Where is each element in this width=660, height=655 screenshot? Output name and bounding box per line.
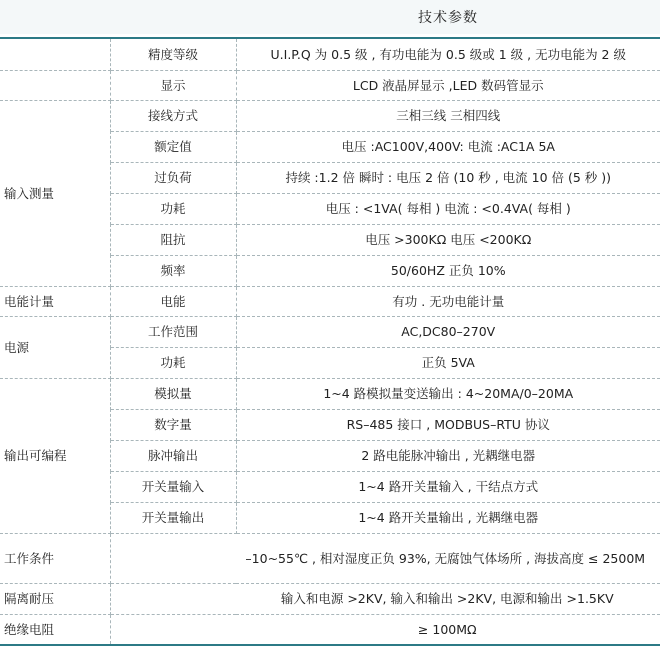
table-row	[0, 614, 660, 645]
table-row	[0, 286, 660, 316]
value-cell: RS–485 接口 , MODBUS–RTU 协议	[236, 409, 660, 440]
table-row	[0, 583, 660, 614]
item-cell: 模拟量	[110, 378, 236, 409]
value-cell: 1~4 路开关量输入 , 干结点方式	[236, 471, 660, 502]
item-cell: 频率	[110, 255, 236, 286]
value-cell: AC,DC80–270V	[236, 316, 660, 347]
category-cell: 绝缘电阻	[0, 614, 110, 645]
category-cell: 工作条件	[0, 533, 110, 583]
value-cell: 输入和电源 >2KV, 输入和输出 >2KV, 电源和输出 >1.5KV	[110, 583, 660, 614]
category-cell: 输出可编程	[0, 378, 110, 533]
item-cell: 额定值	[110, 131, 236, 162]
value-cell: 正负 5VA	[236, 347, 660, 378]
item-cell: 数字量	[110, 409, 236, 440]
item-cell: 开关量输出	[110, 502, 236, 533]
value-cell: LCD 液晶屏显示 ,LED 数码管显示	[236, 70, 660, 100]
item-cell: 接线方式	[110, 100, 236, 131]
value-cell: 有功 . 无功电能计量	[236, 286, 660, 316]
item-cell: 脉冲输出	[110, 440, 236, 471]
value-cell: 1~4 路开关量输出 , 光耦继电器	[236, 502, 660, 533]
table-row	[0, 100, 660, 131]
item-cell: 精度等级	[110, 38, 236, 70]
value-cell: 50/60HZ 正负 10%	[236, 255, 660, 286]
item-cell: 电能	[110, 286, 236, 316]
category-cell: 隔离耐压	[0, 583, 110, 614]
category-cell	[0, 70, 110, 100]
item-cell: 阻抗	[110, 224, 236, 255]
value-cell: 2 路电能脉冲输出 , 光耦继电器	[236, 440, 660, 471]
page-title: 技术参数	[418, 10, 478, 26]
value-cell: ≥ 100MΩ	[110, 614, 660, 645]
value-cell: 电压 : <1VA( 每相 ) 电流 : <0.4VA( 每相 )	[236, 193, 660, 224]
table-row	[0, 533, 660, 583]
item-cell: 显示	[110, 70, 236, 100]
item-cell: 功耗	[110, 193, 236, 224]
table-row	[0, 316, 660, 347]
value-cell: 电压 >300KΩ 电压 <200KΩ	[236, 224, 660, 255]
item-cell: 工作范围	[110, 316, 236, 347]
category-cell: 电源	[0, 316, 110, 378]
value-cell: 三相三线 三相四线	[236, 100, 660, 131]
item-cell: 开关量输入	[110, 471, 236, 502]
table-row	[0, 70, 660, 100]
value-cell: 1~4 路模拟量变送输出 : 4~20MA/0–20MA	[236, 378, 660, 409]
category-cell: 电能计量	[0, 286, 110, 316]
category-cell	[0, 38, 110, 70]
value-cell: 电压 :AC100V,400V: 电流 :AC1A 5A	[236, 131, 660, 162]
table-row	[0, 38, 660, 70]
value-cell: 持续 :1.2 倍 瞬时 : 电压 2 倍 (10 秒 , 电流 10 倍 (5 秒 ))	[236, 162, 660, 193]
value-cell: U.I.P.Q 为 0.5 级 , 有功电能为 0.5 级或 1 级 , 无功电能为 2 级	[236, 38, 660, 70]
category-cell: 输入测量	[0, 100, 110, 286]
spec-table	[0, 37, 660, 646]
item-cell: 功耗	[110, 347, 236, 378]
item-cell: 过负荷	[110, 162, 236, 193]
table-row	[0, 378, 660, 409]
value-cell: –10~55℃ , 相对湿度正负 93%, 无腐蚀气体场所 , 海拔高度 ≤ 2500M	[110, 533, 660, 583]
